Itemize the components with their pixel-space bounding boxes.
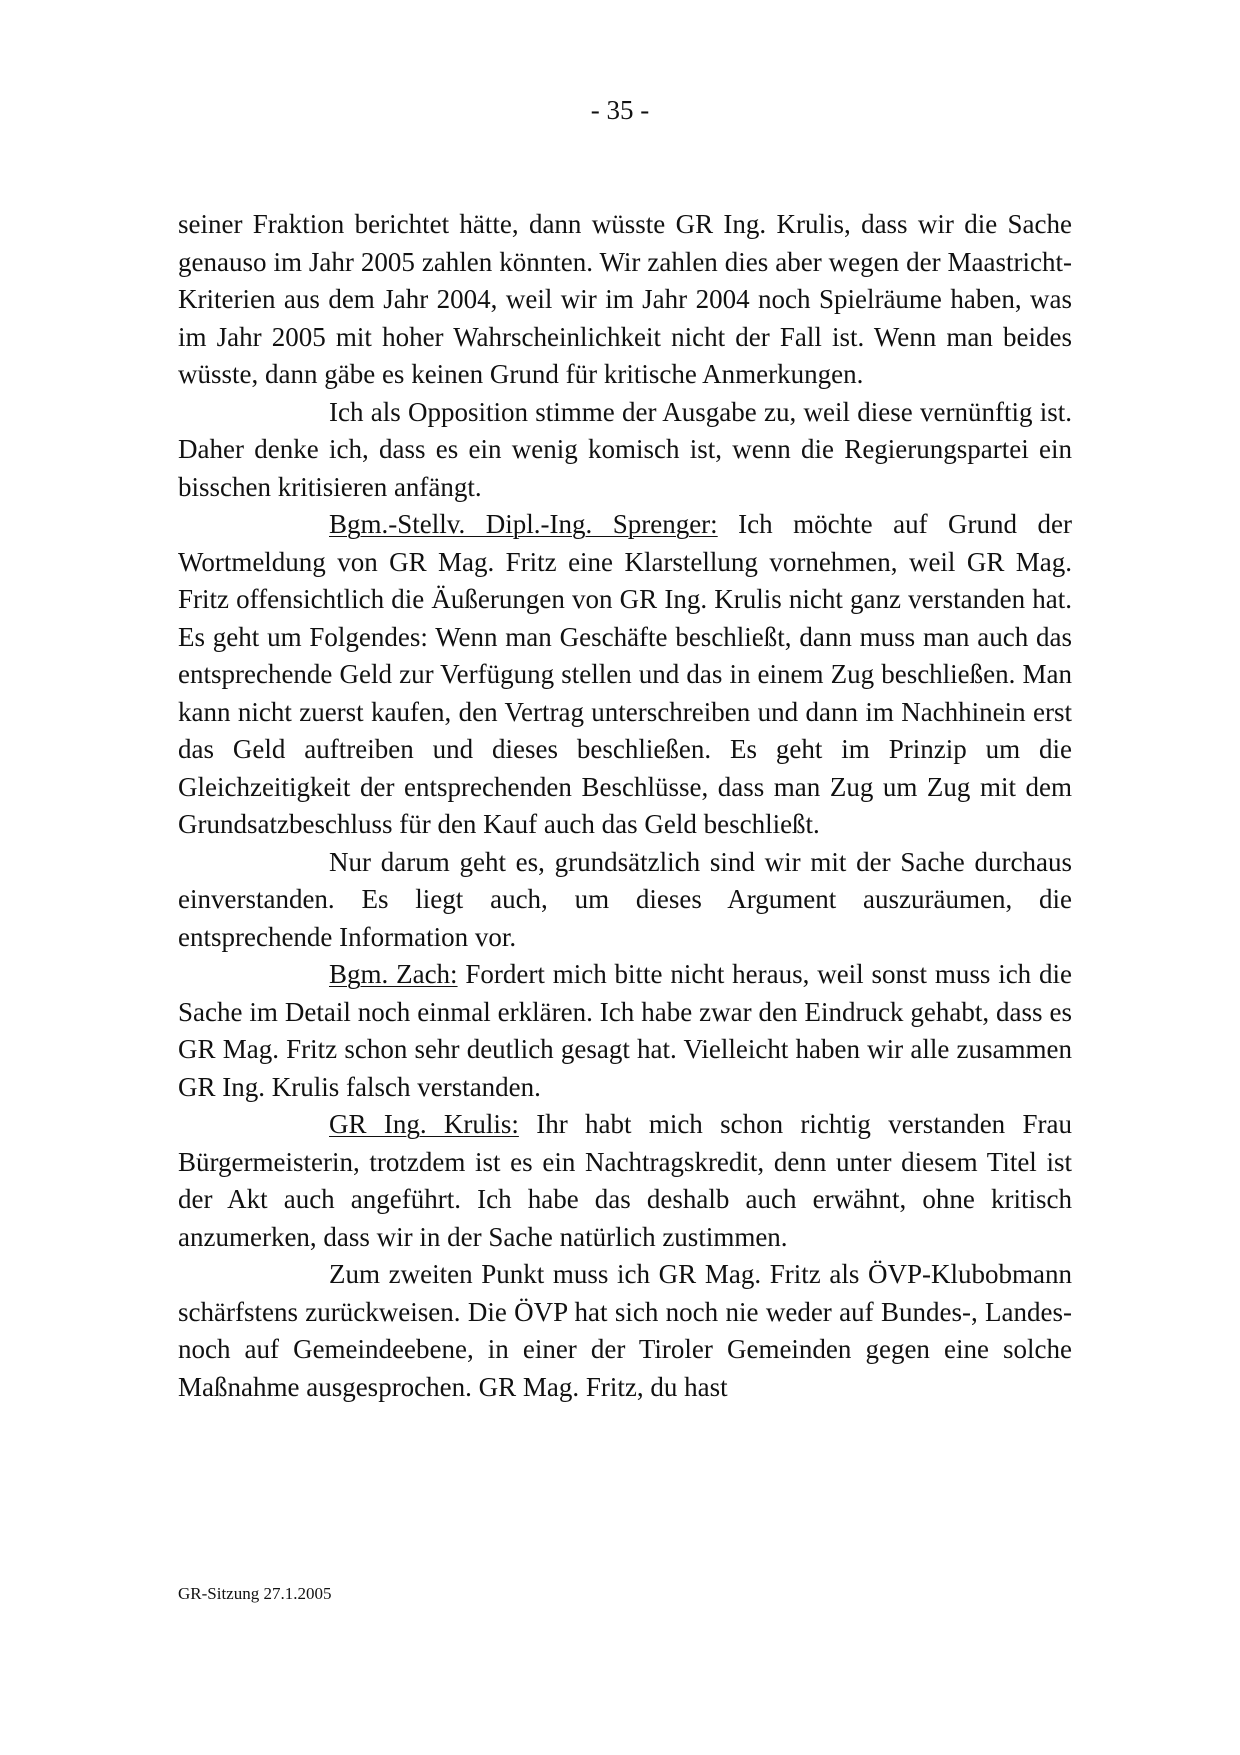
paragraph-sprenger — [178, 506, 1072, 844]
paragraph-text: Fordert mich bitte nicht heraus, weil sonst muss ich die Sache im Detail noch einmal erklären. Ich habe zwar den Eindruck gehabt, dass es GR Mag. Fritz schon sehr deutlich gesagt hat. Vielleicht haben wir alle zusammen GR Ing. Krulis falsch verstanden. — [178, 959, 1072, 1102]
paragraph-text: Ich möchte auf Grund der Wortmeldung von GR Mag. Fritz eine Klarstellung vornehmen, weil GR Mag. Fritz offensichtlich die Äußerungen von GR Ing. Krulis nicht ganz verstanden hat. Es geht um Folgendes: Wenn man Geschäfte beschließt, dann muss man auch das entsprechende Geld zur Verfügung stellen und das in einem Zug beschließen. Man kann nicht zuerst kaufen, den Vertrag unterschreiben und dann im Nachhinein erst das Geld auftreiben und dieses beschließen. Es geht im Prinzip um die Gleichzeitigkeit der entsprechenden Beschlüsse, dass man Zug um Zug mit dem Grundsatzbeschluss für den Kauf auch das Geld beschließt. — [178, 509, 1072, 839]
paragraph-sprenger-continued — [178, 844, 1072, 957]
page-number: - 35 - — [590, 95, 650, 125]
paragraph-text: Ihr habt mich schon richtig verstanden Frau Bürgermeisterin, trotzdem ist es ein Nachtragskredit, denn unter diesem Titel ist der Akt auch angeführt. Ich habe das deshalb auch erwähnt, ohne kritisch anzumerken, dass wir in der Sache natürlich zustimmen. — [178, 1109, 1072, 1252]
paragraph-continuation — [178, 206, 1072, 394]
speaker-name: Bgm.-Stellv. Dipl.-Ing. Sprenger: — [329, 509, 718, 539]
paragraph-krulis-continued — [178, 1256, 1072, 1406]
paragraph-text: seiner Fraktion berichtet hätte, dann wüsste GR Ing. Krulis, dass wir die Sache genauso im Jahr 2005 zahlen könnten. Wir zahlen dies aber wegen der Maastricht-Kriterien aus dem Jahr 2004, weil wir im Jahr 2004 noch Spielräume haben, was im Jahr 2005 mit hoher Wahrscheinlichkeit nicht der Fall ist. Wenn man beides wüsste, dann gäbe es keinen Grund für kritische Anmerkungen. — [178, 209, 1072, 389]
paragraph-opposition — [178, 394, 1072, 507]
speaker-name: Bgm. Zach: — [329, 959, 458, 989]
paragraph-text: Ich als Opposition stimme der Ausgabe zu, weil diese vernünftig ist. Daher denke ich, dass es ein wenig komisch ist, wenn die Regierungspartei ein bisschen kritisieren anfängt. — [178, 396, 1072, 502]
document-body — [178, 206, 1072, 1406]
paragraph-text: Zum zweiten Punkt muss ich GR Mag. Fritz als ÖVP-Klubobmann schärfstens zurückweisen. Die ÖVP hat sich noch nie weder auf Bundes-, Landes- noch auf Gemeindeebene, in einer der Tiroler Gemeinden gegen eine solche Maßnahme ausgesprochen. GR Mag. Fritz, du hast — [178, 1259, 1072, 1402]
paragraph-zach — [178, 956, 1072, 1106]
footer-session-date: GR-Sitzung 27.1.2005 — [178, 1584, 332, 1603]
paragraph-text: Nur darum geht es, grundsätzlich sind wir mit der Sache durchaus einverstanden. Es liegt auch, um dieses Argument auszuräumen, die entsprechende Information vor. — [178, 846, 1072, 952]
speaker-name: GR Ing. Krulis: — [329, 1109, 519, 1139]
paragraph-krulis — [178, 1106, 1072, 1256]
